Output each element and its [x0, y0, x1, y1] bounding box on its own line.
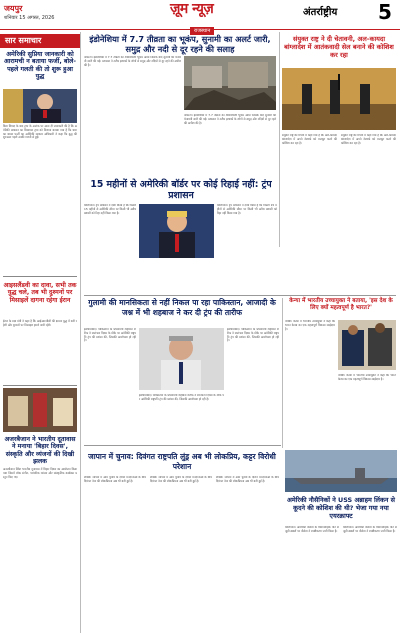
- pakistan-story-body: इस्लामाबाद। पाकिस्तान के प्रधानमंत्री शहबाज शरीफ ने स्वतंत्रता दिवस के मौके पर अमेरिकी राष्ट्रपति ट्रंप की प्रशंसा की, जिसकी आलोचना हो रही है।: [84, 328, 136, 343]
- aircraft-carrier-photo-icon: [285, 450, 397, 492]
- event-photo-icon: [3, 388, 77, 432]
- sidebar-story3-photo: [3, 388, 77, 432]
- section-rule: [84, 445, 281, 446]
- sidebar-story3-body: अजरबैजान स्थित भारतीय दूतावास में बिहार दिवस का आयोजन किया गया जिसमें लोक संगीत, पारंपरिक व्यंजन और सांस्कृतिक कार्यक्रम प्रस्तुत किए गए।: [3, 467, 77, 479]
- earthquake-damage-photo-icon: [184, 56, 276, 110]
- militants-photo-icon: [282, 68, 396, 130]
- trump-photo-icon: [139, 204, 214, 258]
- right-story-title: संयुक्त राष्ट्र ने दी चेतावनी, अल-कायदा बांग्लादेश में आतंकवादी सेल बनाने की कोशिश कर रहा: [284, 35, 394, 59]
- right-story-body: संयुक्त राष्ट्र की रिपोर्ट में कहा गया है कि अल-कायदा बांग्लादेश में अपने नेटवर्क को मजबूत करने की कोशिश कर रहा है।: [282, 134, 337, 145]
- column-rule: [282, 298, 283, 448]
- japan-story-body-cont: टोक्यो। जापान में आम चुनाव के दौरान मतदाताओं के बीच दिवंगत नेता की लोकप्रियता अब भी बनी हुई है।: [150, 476, 212, 483]
- logo-subtitle: राजस्थान: [190, 27, 214, 35]
- border-story-photo: [139, 204, 214, 258]
- sidebar-story2-body: ईरान के रक्षा मंत्री ने कहा है कि आईआरजीसी की क्षमता युद्ध में बनी रहेगी और दुश्मनों पर मिसाइल हमले जारी रहेंगे।: [3, 319, 77, 327]
- masthead-city: जयपुर: [4, 4, 23, 13]
- japan-story-title: जापान में चुनाव: दिवंगत राष्ट्रपति लुंड्र अब भी लोकप्रिय, कट्टर विरोधी परेशान: [88, 452, 276, 471]
- pakistan-story-title: गुलामी की मानसिकता से नहीं निकल पा रहा पाकिस्तान, आजादी के जश्न में भी शहबाज ने कर दी ट्रंप की तारीफ: [88, 298, 276, 317]
- ship-story-title: अमेरिकी नौसैनिकों ने USS अब्राहम लिंकन से कूदने की कोशिश की थी? भेजा गया नया एयरक्राफ्ट: [287, 496, 395, 520]
- border-story-body: वॉशिंगटन। ट्रंप प्रशासन ने दावा किया है कि पिछले 15 महीनों से अमेरिकी सीमा पर किसी भी अवैध प्रवासी को रिहा नहीं किया गया है।: [84, 204, 136, 215]
- sidebar-story3-title: अजरबैजान ने भारतीय दूतावास ने मनाया 'बिहार दिवस', संस्कृति और व्यंजनों की दिखी झलक: [4, 436, 76, 466]
- right-story-body-cont: संयुक्त राष्ट्र की रिपोर्ट में कहा गया है कि अल-कायदा बांग्लादेश में अपने नेटवर्क को मजबूत करने की कोशिश कर रहा है।: [341, 134, 396, 145]
- border-story-body-cont: वॉशिंगटन। ट्रंप प्रशासन ने दावा किया है कि पिछले 15 महीनों से अमेरिकी सीमा पर किसी भी अवैध प्रवासी को रिहा नहीं किया गया है।: [217, 204, 277, 215]
- pakistan-story-body-cont2: इस्लामाबाद। पाकिस्तान के प्रधानमंत्री शहबाज शरीफ ने स्वतंत्रता दिवस के मौके पर अमेरिकी राष्ट्रपति ट्रंप की प्रशंसा की, जिसकी आलोचना हो रही है।: [139, 394, 224, 401]
- masthead-date: शनिवार 15 अगस्त, 2026: [4, 15, 55, 21]
- newspaper-logo: [170, 1, 232, 34]
- logo-text: ज़ूम न्यूज़: [170, 1, 214, 17]
- ship-story-body-cont: वॉशिंगटन। अमेरिकी नौसेना के विमानवाहक पोत से जुड़ी खबरों पर नौसेना ने स्पष्टीकरण जारी किया है।: [343, 526, 397, 533]
- sidebar-story1-photo: [3, 89, 77, 123]
- sidebar-story1-title: अमेरिकी सुप्रिया जानकारी को आरामची न बताया फर्जी, बोले-पहले गलती की तो शुरू हुआ युद्ध: [3, 51, 77, 81]
- kenya-story-body: नैरोबी। केन्या में भारतीय उच्चायुक्त ने कहा कि भारत केन्या का एक महत्वपूर्ण विकास साझेदार है।: [285, 320, 335, 331]
- lead-story-body-cont: जकार्ता। इंडोनेशिया में 7.7 तीव्रता का शक्तिशाली भूकंप आया जिसके बाद सुनामी की चेतावनी जारी की गई। प्रशासन ने तटीय इलाकों के लोगों से समुद्र और नदियों से दूर रहने की अपील की है।: [184, 114, 276, 125]
- ship-story-body: वॉशिंगटन। अमेरिकी नौसेना के विमानवाहक पोत से जुड़ी खबरों पर नौसेना ने स्पष्टीकरण जारी किया है।: [285, 526, 339, 533]
- sidebar-story2-title: आइसलैंडवी का दावा, सभी तक युद्ध चले, तब भी दुश्मनों पर मिसाइलें दागना रहेगा ईरान: [3, 282, 77, 304]
- pakistan-story-photo: [139, 328, 224, 390]
- section-rule: [84, 295, 396, 296]
- kenya-story-body-cont: नैरोबी। केन्या में भारतीय उच्चायुक्त ने कहा कि भारत केन्या का एक महत्वपूर्ण विकास साझेदार है।: [338, 374, 396, 381]
- kenya-story-photo: [338, 320, 396, 370]
- lead-story-title: इंडोनेशिया में 7.7 तीव्रता का भूकंप, सुनामी का अलर्ट जारी, समुद्र और नदी से दूर रहने की सलाह: [89, 34, 271, 54]
- border-story-title: 15 महीनों से अमेरिकी बॉर्डर पर कोई रिहाई नहीं: ट्रंप प्रशासन: [90, 179, 272, 201]
- shehbaz-photo-icon: [139, 328, 224, 390]
- ship-story-photo: [285, 450, 397, 492]
- lead-story-body: जकार्ता। इंडोनेशिया में 7.7 तीव्रता का शक्तिशाली भूकंप आया जिसके बाद सुनामी की चेतावनी जारी की गई। प्रशासन ने तटीय इलाकों के लोगों से समुद्र और नदियों से दूर रहने की अपील की है।: [84, 56, 181, 67]
- pakistan-story-body-cont: इस्लामाबाद। पाकिस्तान के प्रधानमंत्री शहबाज शरीफ ने स्वतंत्रता दिवस के मौके पर अमेरिकी राष्ट्रपति ट्रंप की प्रशंसा की, जिसकी आलोचना हो रही है।: [227, 328, 279, 343]
- page-number: 5: [378, 0, 392, 24]
- right-story-photo: [282, 68, 396, 130]
- lead-story-photo: [184, 56, 276, 110]
- sidebar-header: सार समाचार: [0, 34, 80, 48]
- main-content: [84, 32, 400, 633]
- japan-story-body-cont2: टोक्यो। जापान में आम चुनाव के दौरान मतदाताओं के बीच दिवंगत नेता की लोकप्रियता अब भी बनी हुई है।: [216, 476, 279, 483]
- sidebar-news-briefs: [0, 32, 81, 633]
- japan-story-body: टोक्यो। जापान में आम चुनाव के दौरान मतदाताओं के बीच दिवंगत नेता की लोकप्रियता अब भी बनी हुई है।: [84, 476, 146, 483]
- sidebar-divider: [3, 276, 77, 277]
- column-rule: [279, 32, 280, 247]
- masthead: [0, 0, 400, 34]
- diplomats-photo-icon: [338, 320, 396, 370]
- kenya-story-title: केन्या में भारतीय उच्चायुक्त ने बताया, 'इस देश के लिए क्यों महत्वपूर्ण है भारत?': [289, 298, 393, 312]
- sidebar-story1-body: बिना विवाद के बाद ट्रम्प के आतंक पर आज दी जानकारी की है कि अमेरिकी प्रशासन का बियावान ट्रम्प को निशाना बनाया गया है कि धारा का बयान फर्जी का अमेरिकी सरकार अधिकारी ने कहा कि युद्ध की शुरुआत पहले उनकी गलती से हुई।: [3, 124, 77, 140]
- portrait-photo-icon: [3, 89, 77, 123]
- section-title: अंतर्राष्ट्रीय: [303, 7, 338, 18]
- sidebar-divider: [3, 385, 77, 386]
